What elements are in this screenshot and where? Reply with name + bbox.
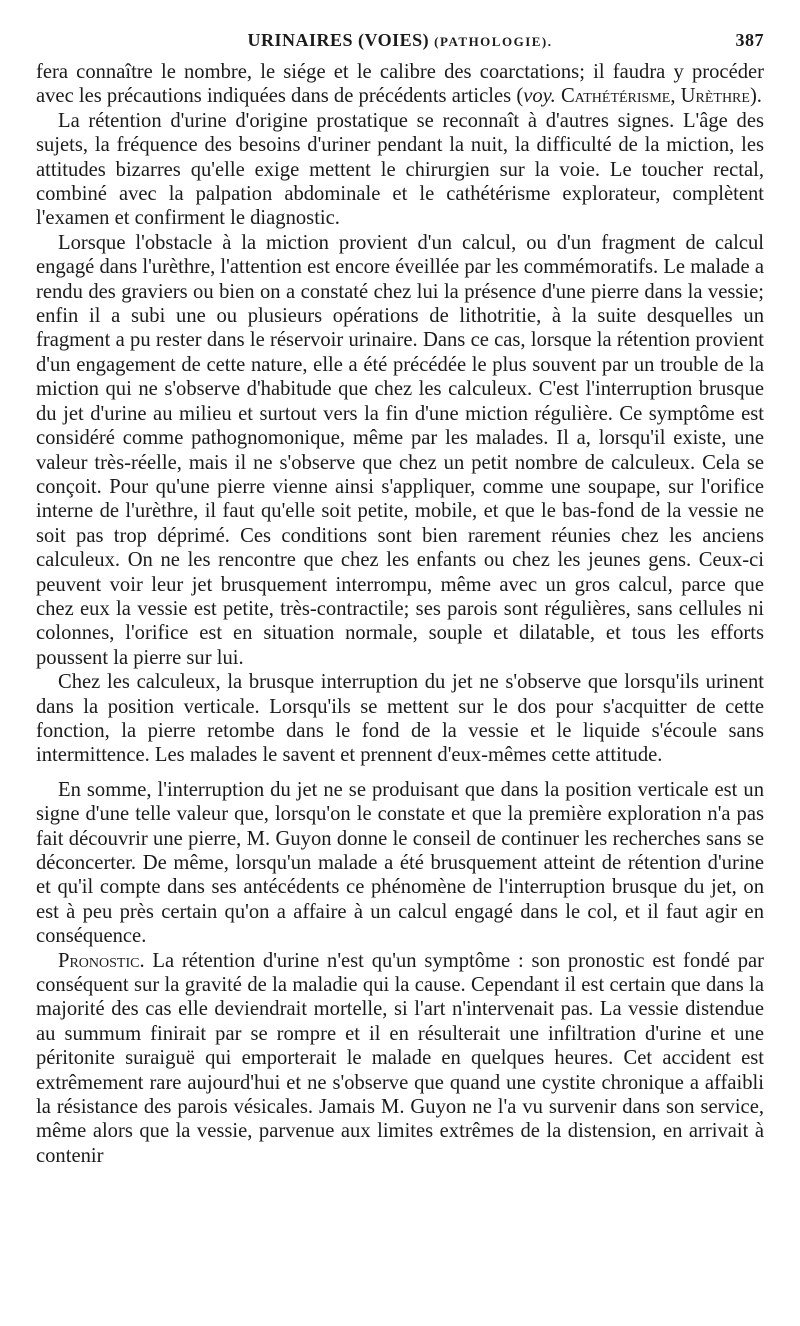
paragraph-text: La rétention d'urine n'est qu'un symptôme : son pronostic est fondé par conséquent sur la gravité de la maladie qui la cause. Cependant il est certain que dans la majorité des cas elle deviendrait mortelle, si l'art n'intervenait pas. La vessie distendue au summum finirait par se rompre et il en résulterait une infiltration d'urine et une péritonite suraiguë qui emporterait le malade en quelques heures. Cet accident est extrêmement rare aujourd'hui et ne s'observe que quand une cystite chronique a affaibli la résistance des parois vésicales. Jamais M. Guyon ne l'a vu survenir dans son service, même alors que la vessie, parvenue aux limites extrêmes de la distension, en arrivait à contenir	[36, 949, 764, 1167]
cross-reference-articles: Cathétérisme, Urèthre	[560, 85, 750, 108]
paragraph-summary: En somme, l'interruption du jet ne se produisant que dans la position verticale est un signe d'une telle valeur que, lorsqu'on le constate et que la première exploration n'a pas fait découvrir une pierre, M. Guyon donne le conseil de continuer les recherches sans se déconcerter. De même, lorsqu'un malade a été brusquement atteint de rétention d'urine et qu'il compte dans ses antécédents ce phénomène de l'interruption brusque du jet, on est à peu près certain qu'on a affaire à un calcul engagé dans le col, et il faut agir en conséquence.	[36, 778, 764, 948]
running-header	[36, 30, 764, 60]
page-number: 387	[735, 30, 764, 50]
paragraph-text: fera connaître le nombre, le siége et le calibre des coarctations; il faudra y procéder avec les précautions indiquées dans de précédents articles (	[36, 61, 764, 108]
body-text	[36, 60, 764, 1168]
cross-reference-voy: voy.	[523, 85, 556, 108]
paragraph-calculous-patients: Chez les calculeux, la brusque interruption du jet ne s'observe que lorsqu'ils urinent dans la position verticale. Lorsqu'ils se mettent sur le dos pour s'acquitter de cette fonction, la pierre retombe dans le fond de la vessie et le liquide s'écoule sans intermittence. Les malades le savent et prennent d'eux-mêmes cette attitude.	[36, 671, 764, 767]
running-title-sub: (PATHOLOGIE).	[434, 34, 553, 49]
book-page	[36, 30, 764, 1168]
running-title-main: URINAIRES (VOIES)	[247, 30, 430, 50]
running-title	[36, 30, 764, 51]
paragraph-calculus-obstacle: Lorsque l'obstacle à la miction provient d'un calcul, ou d'un fragment de calcul engagé dans l'urèthre, l'attention est encore éveillée par les commémoratifs. Le malade a rendu des graviers ou bien on a constaté chez lui la présence d'une pierre dans la vessie; enfin il a subi une ou plusieurs opérations de lithotritie, à la suite desquelles un fragment a pu rester dans le réservoir urinaire. Dans ce cas, lorsque la rétention provient d'un engagement de cette nature, elle a été précédée le plus souvent par un trouble de la miction qui ne s'observe d'habitude que chez les calculeux. C'est l'interruption brusque du jet d'urine au milieu et surtout vers la fin d'une miction régulière. Ce symptôme est considéré comme pathognomonique, même par les malades. Il a, lorsqu'il existe, une valeur très-réelle, mais il ne s'observe que chez un petit nombre de calculeux. Cela se conçoit. Pour qu'une pierre vienne ainsi s'appliquer, comme une soupape, sur l'orifice interne de l'urèthre, il faut qu'elle soit petite, mobile, et que le bas-fond de la vessie ne soit pas trop déprimé. Ces conditions sont bien rarement réunies chez les anciens calculeux. On ne les rencontre que chez les enfants ou chez les jeunes gens. Ceux-ci peuvent voir leur jet brusquement interrompu, même avec un gros calcul, parce que chez eux la vessie est petite, très-contractile; ses parois sont régulières, sans cellules ni colonnes, l'orifice est en situation normale, souple et dilatable, et tous les efforts poussent la pierre sur lui.	[36, 231, 764, 669]
paragraph-spacer	[36, 768, 764, 778]
section-heading-pronostic: Pronostic.	[58, 949, 145, 972]
paragraph-prognosis	[36, 949, 764, 1169]
paragraph-prostatic-retention: La rétention d'urine d'origine prostatique se reconnaît à d'autres signes. L'âge des sujets, la fréquence des besoins d'uriner pendant la nuit, la difficulté de la miction, les attitudes bizarres qu'elle exige mettent le chirurgien sur la voie. Le toucher rectal, combiné avec la palpation abdominale et le cathétérisme explorateur, complètent l'examen et confirment le diagnostic.	[36, 109, 764, 230]
paragraph-coarctations: fera connaître le nombre, le siége et le calibre des coarctations; il faudra y procéder avec les précautions indiquées dans de précédents articles (voy. Cathétérisme, Urèthre).	[36, 61, 764, 108]
